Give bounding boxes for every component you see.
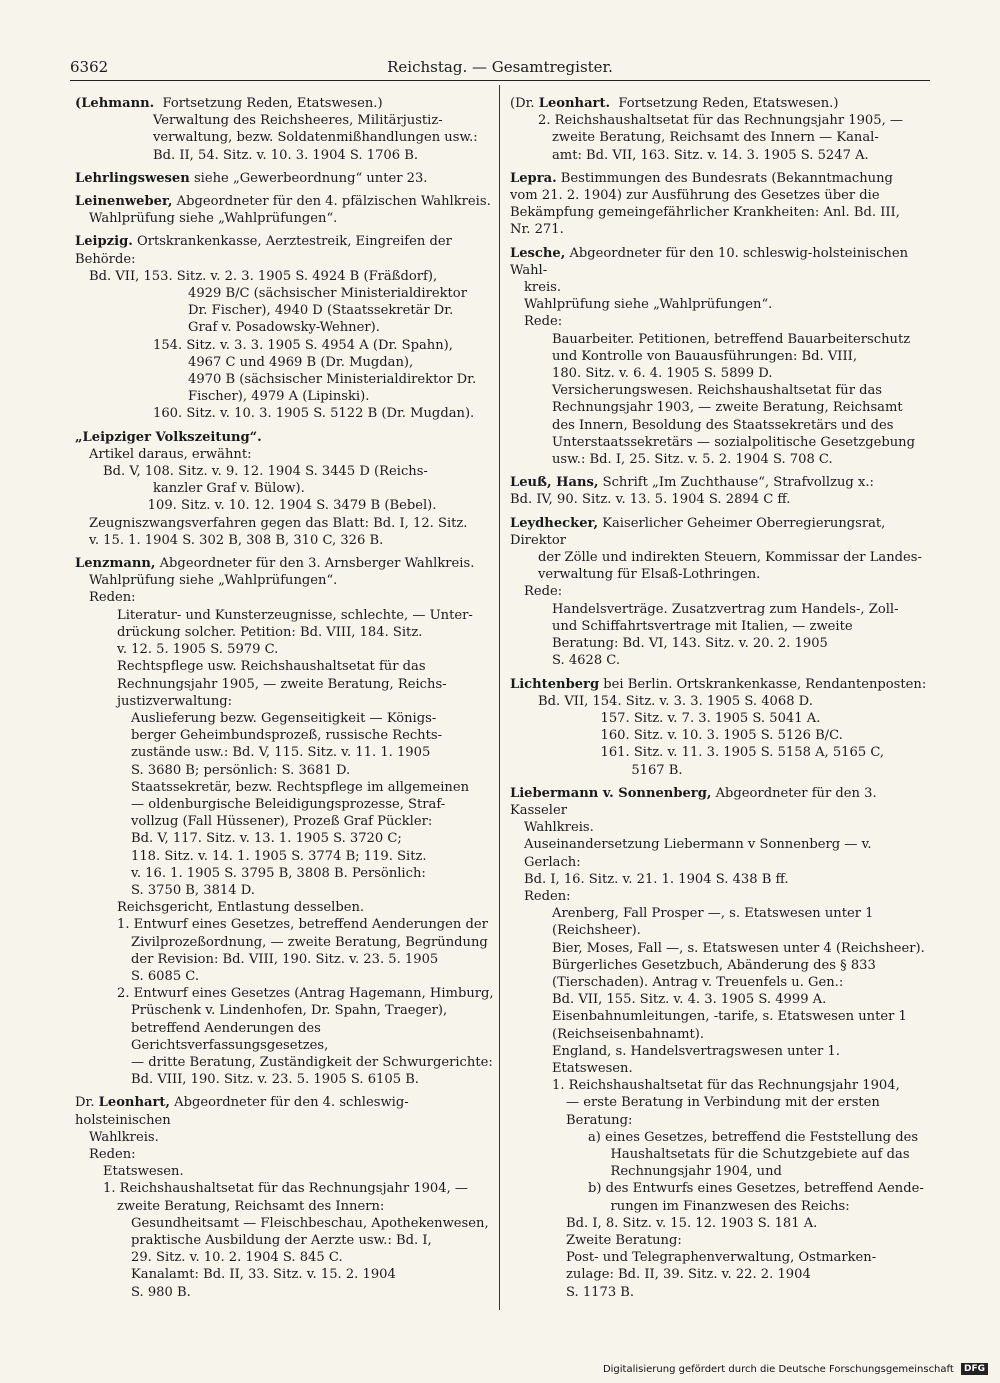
index-text: amt: Bd. VII, 163. Sitz. v. 14. 3. 1905 S. 5247 A. <box>552 147 869 163</box>
index-text: Zweite Beratung: <box>566 1233 682 1248</box>
index-line <box>510 1112 930 1129</box>
index-line <box>75 727 495 744</box>
index-keyword: Lepra. <box>510 170 557 186</box>
index-text: Bd. IV, 90. Sitz. v. 13. 5. 1904 S. 2894 C ff. <box>510 492 791 508</box>
index-line <box>510 1215 930 1232</box>
index-line <box>75 1129 495 1146</box>
index-text: Wahlprüfung siehe „Wahlprüfungen“. <box>524 297 773 313</box>
index-line <box>75 429 495 446</box>
index-text: 2. Entwurf eines Gesetzes (Antrag Hagemann, Himburg, <box>117 986 494 1002</box>
index-text: v. 12. 5. 1905 S. 5979 C. <box>117 642 279 658</box>
index-text: Schrift „Im Zuchthause“, Strafvollzug x.: <box>598 475 874 491</box>
index-text: zweite Beratung, Reichsamt des Innern: <box>117 1198 385 1214</box>
index-text: 4967 C und 4969 B (Dr. Mugdan), <box>163 354 414 370</box>
index-text: England, s. Handelsvertragswesen unter 1. <box>552 1043 840 1059</box>
index-line <box>510 204 930 221</box>
index-line <box>75 1002 495 1019</box>
index-line <box>75 676 495 693</box>
index-keyword: Leonhart, <box>98 1095 170 1111</box>
index-line <box>510 1060 930 1077</box>
index-keyword: Leydhecker, <box>510 515 599 531</box>
index-text: Unterstaatssekretärs — sozialpolitische Gesetzgebung <box>552 434 915 450</box>
index-line <box>510 147 930 164</box>
index-line <box>75 589 495 606</box>
index-line <box>510 940 930 957</box>
index-text: 180. Sitz. v. 6. 4. 1905 S. 5899 D. <box>552 366 773 382</box>
index-text: Prüschenk v. Lindenhofen, Dr. Spahn, Traeger), <box>131 1003 448 1019</box>
index-text: 1. Reichshaushaltsetat für das Rechnungsjahr 1904, — <box>103 1181 468 1197</box>
index-text: Gesundheitsamt — Fleischbeschau, Apothekenwesen, <box>131 1215 489 1231</box>
index-line <box>510 871 930 888</box>
index-text: Zivilprozeßordnung, — zweite Beratung, Begründung <box>131 934 488 950</box>
index-text: 160. Sitz. v. 10. 3. 1905 S. 5126 B/C. <box>588 728 843 744</box>
index-text: drückung solcher. Petition: Bd. VIII, 184. Sitz. <box>117 624 423 640</box>
index-text: — dritte Beratung, Zuständigkeit der Schwurgerichte: <box>131 1054 493 1070</box>
index-line <box>75 607 495 624</box>
dfg-logo: DFG <box>961 1363 988 1375</box>
index-line <box>510 601 930 618</box>
index-text: (Reichsheer). <box>552 923 641 939</box>
page-header <box>70 58 930 80</box>
index-line <box>510 836 930 870</box>
index-text: Rechnungsjahr 1903, — zweite Beratung, Reichsamt <box>552 400 903 416</box>
index-text: S. 1173 B. <box>566 1284 635 1300</box>
index-line <box>510 331 930 348</box>
index-text: 4929 B/C (sächsischer Ministerialdirektor <box>163 286 467 302</box>
index-line <box>75 865 495 882</box>
index-text: — erste Beratung in Verbindung mit der ersten <box>566 1095 880 1111</box>
index-text: S. 6085 C. <box>131 968 200 984</box>
index-keyword: Liebermann v. Sonnenberg, <box>510 785 712 801</box>
index-text: Literatur- und Kunsterzeugnisse, schlechte, — Unter- <box>117 607 473 623</box>
index-text: und Kontrolle von Bauausführungen: Bd. VIII, <box>552 348 857 364</box>
index-line <box>510 566 930 583</box>
index-line <box>510 221 930 238</box>
index-text: Rede: <box>524 314 563 330</box>
index-text: Abgeordneter für den 3. Kasseler <box>510 785 881 818</box>
index-text: v. 16. 1. 1905 S. 3795 B, 3808 B. Persönlich: <box>131 865 426 881</box>
index-text: Zeugniszwangsverfahren gegen das Blatt: Bd. I, 12. Sitz. <box>89 515 468 531</box>
index-line <box>510 187 930 204</box>
index-text: Bekämpfung gemeingefährlicher Krankheiten: Anl. Bd. III, <box>510 205 900 221</box>
index-text: b) des Entwurfs eines Gesetzes, betreffend Aende- <box>588 1181 924 1197</box>
index-text: 1. Entwurf eines Gesetzes, betreffend Aenderungen der <box>117 917 488 933</box>
index-text: Beratung: <box>566 1112 633 1128</box>
index-line <box>75 1163 495 1180</box>
index-line <box>510 583 930 600</box>
index-line <box>75 1266 495 1283</box>
index-keyword: Lichtenberg <box>510 676 600 692</box>
index-text: Beratung: Bd. VI, 143. Sitz. v. 20. 2. 1905 <box>552 636 828 652</box>
index-keyword: Lesche, <box>510 245 566 261</box>
index-text: a) eines Gesetzes, betreffend die Feststellung des <box>588 1129 919 1145</box>
index-text: Dr. <box>75 1095 99 1111</box>
index-text: Bd. V, 117. Sitz. v. 13. 1. 1905 S. 3720 C; <box>131 831 402 847</box>
index-text: der Revision: Bd. VIII, 190. Sitz. v. 23. 5. 1905 <box>131 951 439 967</box>
index-line <box>75 658 495 675</box>
index-text: justizverwaltung: <box>117 693 233 709</box>
index-line <box>510 819 930 836</box>
index-text: Wahlkreis. <box>89 1129 159 1145</box>
index-text: Bd. VII, 155. Sitz. v. 4. 3. 1905 S. 4999 A. <box>552 992 827 1008</box>
index-line <box>75 193 495 210</box>
index-line <box>75 1215 495 1232</box>
index-line <box>510 991 930 1008</box>
index-text: Abgeordneter für den 10. schleswig-holsteinischen Wahl- <box>510 245 913 278</box>
index-text: bei Berlin. Ortskrankenkasse, Rendantenposten: <box>599 676 927 692</box>
index-text: Arenberg, Fall Prosper —, s. Etatswesen unter 1 <box>552 906 874 922</box>
index-text: der Zölle und indirekten Steuern, Kommissar der Landes- <box>538 550 922 566</box>
index-text: Rechnungsjahr 1904, und <box>598 1164 782 1180</box>
index-line <box>510 693 930 710</box>
index-line <box>510 676 930 693</box>
index-line <box>510 491 930 508</box>
index-text: Staatssekretär, bezw. Rechtspflege im allgemeinen <box>131 779 470 795</box>
index-text: Bd. I, 16. Sitz. v. 21. 1. 1904 S. 438 B ff. <box>524 871 789 887</box>
index-text: 5167 B. <box>598 762 683 778</box>
index-line <box>75 354 495 371</box>
index-text: Auslieferung bezw. Gegenseitigkeit — Königs- <box>131 710 437 726</box>
index-line <box>75 1232 495 1249</box>
index-text: kanzler Graf v. Bülow). <box>153 481 305 497</box>
index-text: Bd. I, 8. Sitz. v. 15. 12. 1903 S. 181 A. <box>566 1215 818 1231</box>
index-line <box>510 549 930 566</box>
index-line <box>75 762 495 779</box>
index-line <box>510 635 930 652</box>
index-text: 4970 B (sächsischer Ministerialdirektor Dr. <box>163 372 477 388</box>
index-text: Kaiserlicher Geheimer Oberregierungsrat, Direktor <box>510 515 890 548</box>
index-line <box>510 1249 930 1266</box>
index-line <box>75 1071 495 1088</box>
index-line <box>510 762 930 779</box>
index-line <box>510 1198 930 1215</box>
index-line <box>510 1266 930 1283</box>
index-text: Kanalamt: Bd. II, 33. Sitz. v. 15. 2. 1904 <box>131 1267 396 1283</box>
index-text: Bier, Moses, Fall —, s. Etatswesen unter 4 (Reichsheer). <box>552 940 925 956</box>
index-text: usw.: Bd. I, 25. Sitz. v. 5. 2. 1904 S. 708 C. <box>552 452 833 468</box>
index-text: Haushaltsetats für die Schutzgebiete auf das <box>598 1146 910 1162</box>
index-text: Reden: <box>89 1146 136 1162</box>
index-text: v. 15. 1. 1904 S. 302 B, 308 B, 310 C, 326 B. <box>89 532 384 548</box>
index-line <box>75 951 495 968</box>
index-text: Etatswesen. <box>103 1164 184 1180</box>
index-text: 2. Reichshaushaltsetat für das Rechnungsjahr 1905, — <box>538 113 903 129</box>
index-line <box>75 848 495 865</box>
index-line <box>75 555 495 572</box>
index-text: S. 3680 B; persönlich: S. 3681 D. <box>131 762 351 778</box>
index-text: vollzug (Fall Hüssener), Prozeß Graf Pückler: <box>131 814 433 830</box>
index-line <box>510 382 930 399</box>
index-line <box>510 905 930 922</box>
index-line <box>75 641 495 658</box>
index-text: Wahlkreis. <box>524 820 594 836</box>
index-line <box>75 985 495 1002</box>
index-text: verwaltung, bezw. Soldatenmißhandlungen usw.: <box>153 130 478 146</box>
index-line <box>75 446 495 463</box>
index-line <box>510 129 930 146</box>
index-line <box>510 1094 930 1111</box>
index-text: Fortsetzung Reden, Etatswesen.) <box>610 96 839 111</box>
footer-text: Digitalisierung gefördert durch die Deutsche Forschungsgemeinschaft <box>602 1364 954 1375</box>
index-line <box>75 233 495 267</box>
index-line <box>75 1146 495 1163</box>
index-text: Abgeordneter für den 4. schleswig-holsteinischen <box>75 1095 409 1128</box>
index-text: Reden: <box>89 590 136 606</box>
index-line <box>75 1180 495 1197</box>
index-text: praktische Ausbildung der Aerzte usw.: Bd. I, <box>131 1233 432 1248</box>
index-text: Ortskrankenkasse, Aerztestreik, Eingreifen der Behörde: <box>75 234 457 267</box>
index-text: Fortsetzung Reden, Etatswesen.) <box>154 96 383 111</box>
index-line <box>75 532 495 549</box>
index-text: Post- und Telegraphenverwaltung, Ostmarken- <box>566 1250 877 1266</box>
index-line <box>510 1026 930 1043</box>
index-line <box>510 515 930 549</box>
index-line <box>75 1054 495 1071</box>
index-line <box>510 1043 930 1060</box>
index-line <box>510 1077 930 1094</box>
index-text: 157. Sitz. v. 7. 3. 1905 S. 5041 A. <box>588 710 821 726</box>
index-text: Dr. Fischer), 4940 D (Staatssekretär Dr. <box>163 303 454 319</box>
index-line <box>75 796 495 813</box>
page-title: Reichstag. — Gesamtregister. <box>387 58 613 76</box>
index-keyword: Leonhart. <box>538 96 611 111</box>
left-column <box>75 95 495 1301</box>
index-text: Etatswesen. <box>552 1060 633 1076</box>
index-line <box>75 515 495 532</box>
index-text: verwaltung für Elsaß-Lothringen. <box>538 567 761 583</box>
index-line <box>510 95 930 112</box>
index-text: Bd. VIII, 190. Sitz. v. 23. 5. 1905 S. 6105 B. <box>131 1072 419 1088</box>
index-line <box>510 296 930 313</box>
index-text: 109. Sitz. v. 10. 12. 1904 S. 3479 B (Bebel). <box>131 498 437 514</box>
index-text: Handelsverträge. Zusatzvertrag zum Handels-, Zoll- <box>552 601 899 617</box>
index-keyword: Lehrlingswesen <box>75 170 190 186</box>
footer <box>603 1363 988 1375</box>
index-line <box>75 624 495 641</box>
index-text: Bd. VII, 153. Sitz. v. 2. 3. 1905 S. 4924 B (Fräßdorf), <box>89 268 438 284</box>
index-line <box>75 463 495 480</box>
index-line <box>75 1198 495 1215</box>
index-line <box>510 888 930 905</box>
index-line <box>510 974 930 991</box>
index-line <box>75 147 495 164</box>
index-line <box>510 652 930 669</box>
index-text: Rede: <box>524 584 563 600</box>
index-text: Rechtspflege usw. Reichshaushaltsetat für das <box>117 659 426 675</box>
index-line <box>75 830 495 847</box>
index-line <box>75 480 495 497</box>
index-text: 1. Reichshaushaltsetat für das Rechnungsjahr 1904, <box>552 1078 900 1094</box>
index-keyword: Lenzmann, <box>75 556 156 572</box>
index-line <box>75 572 495 589</box>
index-text: Eisenbahnumleitungen, -tarife, s. Etatswesen unter 1 <box>552 1009 907 1025</box>
index-text: S. 980 B. <box>131 1284 191 1300</box>
page-number: 6362 <box>70 58 109 76</box>
index-line <box>75 693 495 710</box>
index-text: Nr. 271. <box>510 222 564 238</box>
index-line <box>75 710 495 727</box>
index-keyword: Leinenweber, <box>75 194 173 210</box>
index-text: Bd. II, 54. Sitz. v. 10. 3. 1904 S. 1706 B. <box>153 147 419 163</box>
index-line <box>510 170 930 187</box>
index-line <box>75 371 495 388</box>
index-text: und Schiffahrtsvertrage mit Italien, — zweite <box>552 618 853 634</box>
index-line <box>510 1284 930 1301</box>
index-line <box>75 968 495 985</box>
index-line <box>75 405 495 422</box>
index-line <box>75 813 495 830</box>
index-line <box>75 1094 495 1128</box>
index-line <box>510 957 930 974</box>
index-line <box>510 1180 930 1197</box>
header-rule <box>70 80 930 81</box>
index-line <box>75 337 495 354</box>
index-line <box>510 348 930 365</box>
index-text: S. 4628 C. <box>552 653 621 669</box>
index-line <box>75 170 495 187</box>
index-text: des Innern, Besoldung des Staatssekretärs und des <box>552 417 894 433</box>
index-line <box>510 618 930 635</box>
index-line <box>510 1163 930 1180</box>
index-keyword: „Leipziger Volkszeitung“. <box>75 429 262 445</box>
index-line <box>75 899 495 916</box>
index-line <box>75 934 495 951</box>
index-text: Bestimmungen des Bundesrats (Bekanntmachung <box>556 170 893 186</box>
index-text: vom 21. 2. 1904) zur Ausführung des Gesetzes über die <box>510 188 880 204</box>
index-text: zustände usw.: Bd. V, 115. Sitz. v. 11. 1. 1905 <box>131 745 431 761</box>
index-text: Auseinandersetzung Liebermann v Sonnenberg — v. Gerlach: <box>524 837 876 870</box>
index-line <box>75 744 495 761</box>
right-column <box>510 95 930 1301</box>
index-text: 160. Sitz. v. 10. 3. 1905 S. 5122 B (Dr. Mugdan). <box>153 406 475 422</box>
index-text: siehe „Gewerbeordnung“ unter 23. <box>189 170 428 186</box>
index-line <box>75 1020 495 1054</box>
index-text: Bd. V, 108. Sitz. v. 9. 12. 1904 S. 3445 D (Reichs- <box>103 464 428 480</box>
index-text: berger Geheimbundsprozeß, russische Rechts- <box>131 728 443 744</box>
index-line <box>510 399 930 416</box>
index-line <box>75 497 495 514</box>
index-line <box>510 1008 930 1025</box>
column-divider <box>499 85 500 1310</box>
index-text: Bauarbeiter. Petitionen, betreffend Bauarbeiterschutz <box>552 331 911 347</box>
index-text: (Dr. <box>510 96 539 111</box>
index-line <box>510 727 930 744</box>
index-line <box>510 1146 930 1163</box>
index-line <box>510 474 930 491</box>
index-line <box>510 434 930 451</box>
index-line <box>510 1129 930 1146</box>
index-text: (Tierschaden). Antrag v. Treuenfels u. Gen.: <box>552 974 844 990</box>
index-line <box>510 744 930 761</box>
index-line <box>510 365 930 382</box>
index-text: Abgeordneter für den 3. Arnsberger Wahlkreis. <box>155 556 475 572</box>
index-text: Abgeordneter für den 4. pfälzischen Wahlkreis. <box>172 194 491 210</box>
index-line <box>510 245 930 279</box>
index-line <box>510 1232 930 1249</box>
index-text: Verwaltung des Reichsheeres, Militärjustiz- <box>153 113 443 129</box>
index-line <box>75 302 495 319</box>
index-line <box>75 1249 495 1266</box>
index-line <box>75 210 495 227</box>
index-text: Graf v. Posadowsky-Wehner). <box>163 320 380 336</box>
index-line <box>75 882 495 899</box>
index-line <box>510 279 930 296</box>
index-text: zweite Beratung, Reichsamt des Innern — Kanal- <box>552 130 879 146</box>
index-text: — oldenburgische Beleidigungsprozesse, Straf- <box>131 796 446 812</box>
index-text: Reden: <box>524 888 571 904</box>
index-text: Wahlprüfung siehe „Wahlprüfungen“. <box>89 211 338 227</box>
index-keyword: Leipzig. <box>75 234 133 250</box>
index-line <box>75 129 495 146</box>
index-text: Artikel daraus, erwähnt: <box>89 446 252 462</box>
index-line <box>75 388 495 405</box>
index-text: 118. Sitz. v. 14. 1. 1905 S. 3774 B; 119. Sitz. <box>131 848 427 864</box>
index-line <box>75 779 495 796</box>
index-line <box>75 319 495 336</box>
index-text: S. 3750 B, 3814 D. <box>131 882 255 898</box>
index-keyword: (Lehmann. <box>75 96 155 111</box>
index-line <box>75 95 495 112</box>
index-text: (Reichseisenbahnamt). <box>552 1026 705 1042</box>
index-text: Versicherungswesen. Reichshaushaltsetat für das <box>552 383 883 399</box>
index-text: rungen im Finanzwesen des Reichs: <box>598 1198 850 1214</box>
index-text: Fischer), 4979 A (Lipinski). <box>163 389 370 405</box>
index-line <box>510 451 930 468</box>
index-line <box>75 268 495 285</box>
index-line <box>75 285 495 302</box>
index-line <box>75 112 495 129</box>
index-line <box>75 1284 495 1301</box>
index-text: Wahlprüfung siehe „Wahlprüfungen“. <box>89 573 338 589</box>
index-text: Reichsgericht, Entlastung desselben. <box>117 900 365 916</box>
index-line <box>510 710 930 727</box>
index-text: zulage: Bd. II, 39. Sitz. v. 22. 2. 1904 <box>566 1267 811 1283</box>
index-line <box>510 313 930 330</box>
index-keyword: Leuß, Hans, <box>510 475 599 491</box>
index-text: kreis. <box>524 280 562 296</box>
index-line <box>510 922 930 939</box>
index-line <box>510 417 930 434</box>
index-text: Bd. VII, 154. Sitz. v. 3. 3. 1905 S. 4068 D. <box>538 693 813 709</box>
index-text: Bürgerliches Gesetzbuch, Abänderung des § 833 <box>552 957 876 973</box>
index-text: betreffend Aenderungen des Gerichtsverfassungsgesetzes, <box>131 1020 329 1053</box>
index-line <box>510 112 930 129</box>
index-text: Rechnungsjahr 1905, — zweite Beratung, Reichs- <box>117 676 447 692</box>
index-line <box>75 916 495 933</box>
index-text: 161. Sitz. v. 11. 3. 1905 S. 5158 A, 5165 C, <box>588 745 885 761</box>
index-line <box>510 785 930 819</box>
index-text: 29. Sitz. v. 10. 2. 1904 S. 845 C. <box>131 1250 343 1266</box>
index-text: 154. Sitz. v. 3. 3. 1905 S. 4954 A (Dr. Spahn), <box>153 337 453 353</box>
